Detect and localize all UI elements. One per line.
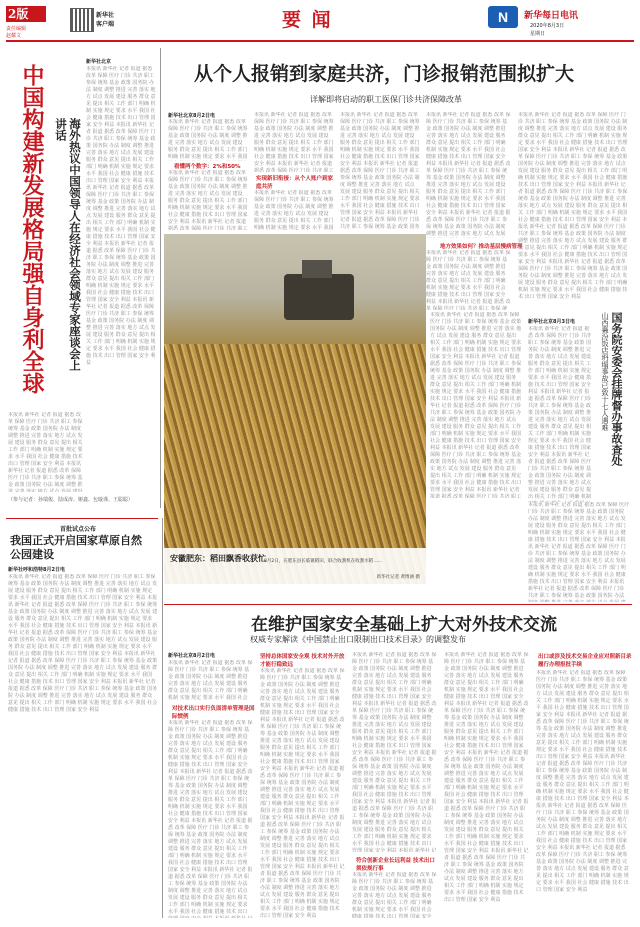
main-body-col1b bbox=[168, 170, 248, 230]
paper-weekday: 星期日 bbox=[530, 31, 546, 37]
photo-caption-detail: 8月2日，在肥东县长临镇稻田，联合收割机在收割水稻…… bbox=[264, 559, 383, 564]
left-footer-note: （参与记者：孙瑞俊、陆成涛、姬鑫、包璇谨、王聪聪） bbox=[8, 497, 134, 503]
main-body-col6 bbox=[430, 312, 522, 498]
left-body-text-lower bbox=[8, 412, 84, 492]
paper-name: 新华每日电讯 bbox=[524, 11, 579, 21]
left-body-text bbox=[86, 66, 158, 486]
sidebar-byline: 新华社北京8月3日电 bbox=[528, 319, 575, 325]
main-body-col3 bbox=[340, 112, 420, 230]
sidebar-kicker: 山西襄汾饭店坍塌事故已致十七人遇难 bbox=[601, 312, 609, 431]
editor-name: 赵耀文 bbox=[6, 33, 22, 39]
main-section-head-2: 实现新旧衔接：从个人账户到家庭共济 bbox=[256, 176, 334, 190]
photo-caption-main: 安徽肥东：稻田飘香收获忙 bbox=[170, 554, 266, 563]
bottom-body-col1 bbox=[168, 660, 254, 700]
left-byline: 新华社北京 bbox=[86, 59, 112, 65]
lower-left-kicker: 首批试点公布 bbox=[60, 526, 97, 533]
bottom-section-head-3: 符合创新企业长远利益 技术出口须依规行事 bbox=[356, 858, 435, 872]
news-logo-icon: N bbox=[488, 6, 518, 28]
main-subheadline: 详解即将启动的职工医保门诊共济保障改革 bbox=[310, 95, 462, 104]
rice-harvest-photo bbox=[164, 234, 426, 584]
bottom-subheadline: 权威专家解读《中国禁止出口限制出口技术目录》的调整发布 bbox=[250, 635, 466, 644]
lower-left-headline: 我国正式开启国家草原自然公园建设 bbox=[10, 534, 142, 561]
main-byline: 新华社北京8月2日电 bbox=[168, 113, 215, 119]
harvester-cab bbox=[302, 260, 332, 278]
main-body-col2 bbox=[254, 112, 334, 172]
lower-left-byline: 新华社呼和浩特8月2日电 bbox=[8, 567, 65, 573]
main-body-col2b bbox=[254, 190, 334, 230]
bottom-body-col5 bbox=[536, 670, 632, 918]
bottom-body-col2 bbox=[260, 668, 346, 918]
main-body-col5 bbox=[518, 112, 630, 308]
bottom-body-col4 bbox=[444, 652, 530, 918]
bottom-byline: 新华社北京8月2日电 bbox=[168, 653, 215, 659]
main-body-col4 bbox=[426, 112, 512, 238]
combine-harvester bbox=[284, 274, 354, 320]
app-brand-line1: 新华社 bbox=[96, 12, 115, 19]
bottom-section-head-2: 对技术出口实行负面清单管理是国际惯例 bbox=[172, 706, 255, 720]
bottom-story-rule bbox=[164, 604, 632, 605]
sidebar-body bbox=[528, 326, 594, 502]
bottom-section-head-1: 坚持总体国家安全观 技术对外开放才能行稳致远 bbox=[260, 654, 345, 668]
section-title: 要 闻 bbox=[282, 9, 333, 31]
bottom-body-col1b bbox=[168, 720, 254, 918]
main-section-head-3: 地方效果如何？推动基层慢病管理 bbox=[440, 244, 523, 250]
main-headline: 从个人报销到家庭共济，门诊报销范围拟扩大 bbox=[193, 63, 574, 85]
bottom-headline: 在维护国家安全基础上扩大对外技术交流 bbox=[251, 615, 557, 635]
lower-left-body bbox=[8, 574, 158, 919]
app-brand-line2: 客户端 bbox=[96, 21, 115, 28]
bottom-column-divider bbox=[162, 518, 163, 918]
sidebar-body-lower bbox=[528, 502, 630, 602]
paper-date: 2020年8月3日 bbox=[530, 23, 565, 29]
left-headline: 中国构建新发展格局强自身利全球 bbox=[19, 64, 45, 394]
editor-label: 责任编辑 bbox=[6, 26, 27, 32]
bottom-body-col3 bbox=[352, 652, 438, 852]
main-body-col1 bbox=[168, 119, 248, 161]
column-divider bbox=[160, 48, 161, 508]
qr-code bbox=[70, 8, 94, 32]
main-body-col4b bbox=[426, 250, 512, 310]
sidebar-vertical-headline: 国务院安委会挂牌督办事故查处 bbox=[610, 312, 623, 466]
bottom-body-col3b bbox=[352, 872, 438, 918]
lower-left-rule bbox=[6, 518, 158, 519]
page-number: 2版 bbox=[8, 7, 29, 21]
photo-caption-credit: 新华社记者 黄博涵 摄 bbox=[376, 575, 420, 580]
left-subheadline: 海外热议中国领导人在经济社会领域专家座谈会上讲话 bbox=[54, 118, 82, 371]
header-rule bbox=[6, 40, 634, 42]
main-section-head-1: 看懂两个数字：2%和50% bbox=[174, 164, 241, 170]
bottom-section-head-4: 出口或涉及技术交易企业应对照新目录履行办理报批手续 bbox=[538, 654, 632, 668]
